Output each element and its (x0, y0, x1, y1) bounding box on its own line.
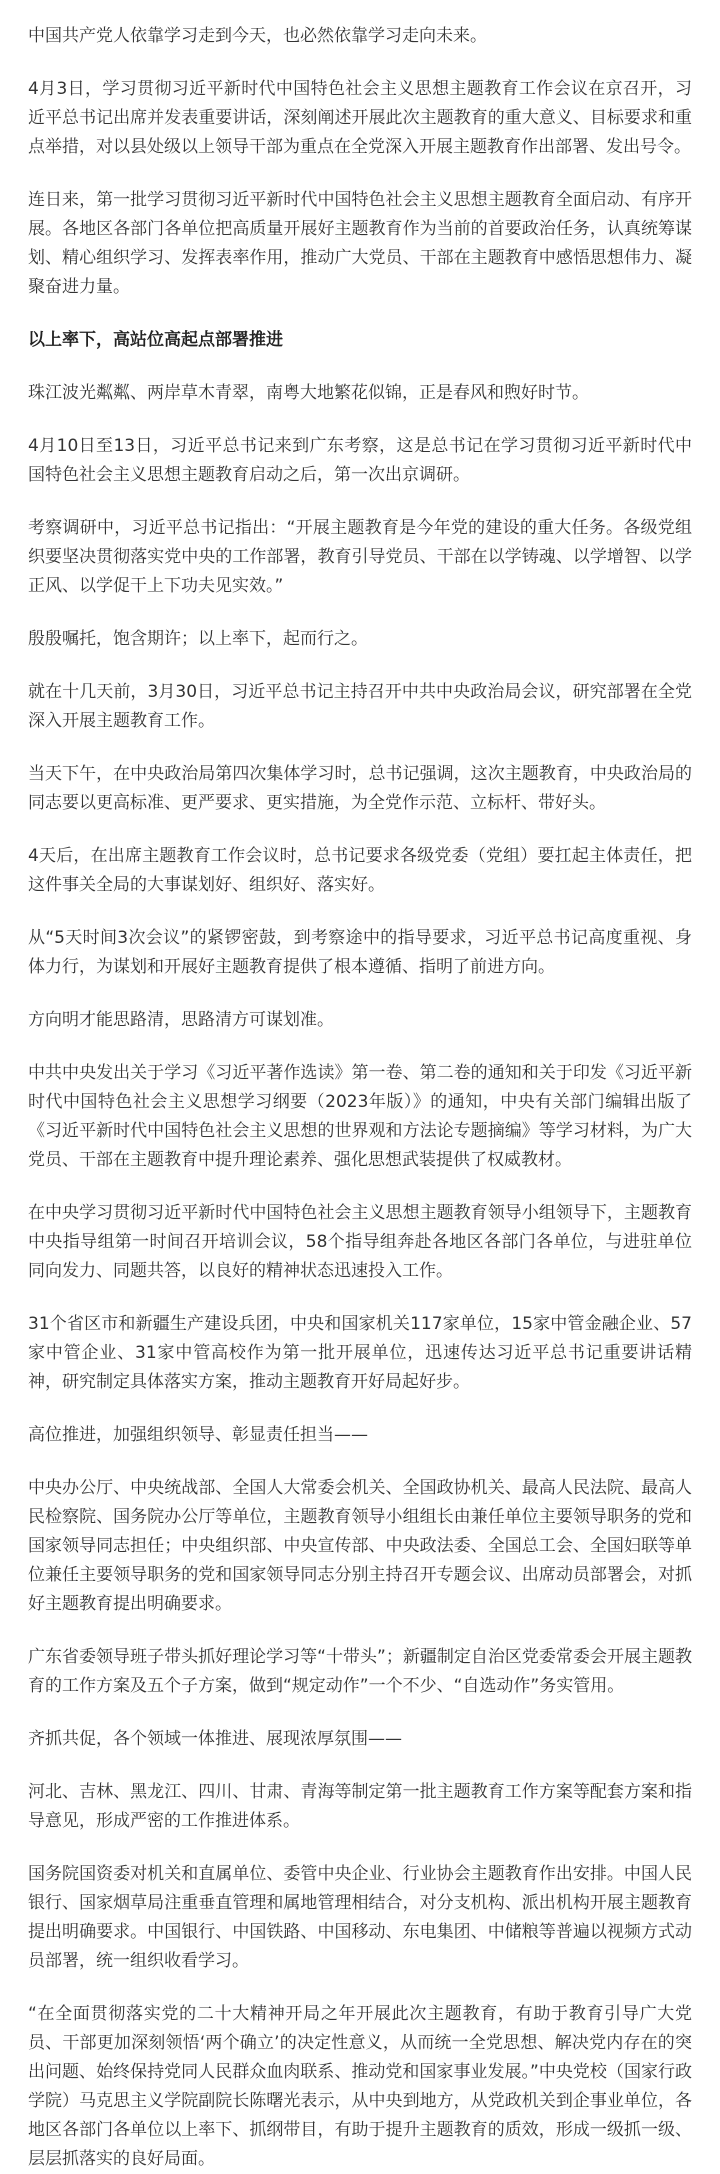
article-paragraph: 4月10日至13日，习近平总书记来到广东考察，这是总书记在学习贯彻习近平新时代中国特色社会主义思想主题教育启动之后，第一次出京调研。 (28, 436, 692, 485)
article-paragraph: 4天后，在出席主题教育工作会议时，总书记要求各级党委（党组）要扛起主体责任，把这件事关全局的大事谋划好、组织好、落实好。 (28, 846, 692, 895)
article-paragraph: “在全面贯彻落实党的二十大精神开局之年开展此次主题教育，有助于教育引导广大党员、干部更加深刻领悟‘两个确立’的决定性意义，从而统一全党思想、解决党内存在的突出问题、始终保持党同人民群众血肉联系、推动党和国家事业发展。”中央党校（国家行政学院）马克思主义学院副院长陈曙光表示，从中央到地方，从党政机关到企事业单位，各地区各部门各单位以上率下、抓纲带目，有助于提升主题教育的质效，形成一级抓一级、层层抓落实的良好局面。 (28, 2004, 692, 2169)
article-paragraph: 中央办公厅、中央统战部、全国人大常委会机关、全国政协机关、最高人民法院、最高人民检察院、国务院办公厅等单位，主题教育领导小组组长由兼任单位主要领导职务的党和国家领导同志担任；中央组织部、中央宣传部、中央政法委、全国总工会、全国妇联等单位兼任主要领导职务的党和国家领导同志分别主持召开专题会议、出席动员部署会，对抓好主题教育提出明确要求。 (28, 1478, 692, 1614)
article-paragraph: 齐抓共促，各个领域一体推进、展现浓厚氛围—— (28, 1729, 402, 1749)
article-paragraph: 在中央学习贯彻习近平新时代中国特色社会主义思想主题教育领导小组领导下，主题教育中央指导组第一时间召开培训会议，58个指导组奔赴各地区各部门各单位，与进驻单位同向发力、同题共答，以良好的精神状态迅速投入工作。 (28, 1203, 692, 1281)
article-body (28, 22, 692, 2174)
section-heading: 以上率下，高站位高起点部署推进 (28, 330, 283, 350)
article-paragraph: 4月3日，学习贯彻习近平新时代中国特色社会主义思想主题教育工作会议在京召开，习近平总书记出席并发表重要讲话，深刻阐述开展此次主题教育的重大意义、目标要求和重点举措，对以县处级以上领导干部为重点在全党深入开展主题教育作出部署、发出号令。 (28, 79, 692, 157)
article-paragraph: 方向明才能思路清，思路清方可谋划准。 (28, 1010, 334, 1030)
article-paragraph: 河北、吉林、黑龙江、四川、甘肃、青海等制定第一批主题教育工作方案等配套方案和指导意见，形成严密的工作推进体系。 (28, 1782, 692, 1831)
article-paragraph: 中共中央发出关于学习《习近平著作选读》第一卷、第二卷的通知和关于印发《习近平新时代中国特色社会主义思想学习纲要（2023年版）》的通知，中央有关部门编辑出版了《习近平新时代中国特色社会主义思想的世界观和方法论专题摘编》等学习材料，为广大党员、干部在主题教育中提升理论素养、强化思想武装提供了权威教材。 (28, 1063, 692, 1170)
article-paragraph: 广东省委领导班子带头抓好理论学习等“十带头”；新疆制定自治区党委常委会开展主题教育的工作方案及五个子方案，做到“规定动作”一个不少、“自选动作”务实管用。 (28, 1647, 692, 1696)
article-paragraph: 国务院国资委对机关和直属单位、委管中央企业、行业协会主题教育作出安排。中国人民银行、国家烟草局注重垂直管理和属地管理相结合，对分支机构、派出机构开展主题教育提出明确要求。中国银行、中国铁路、中国移动、东电集团、中储粮等普遍以视频方式动员部署，统一组织收看学习。 (28, 1864, 692, 1971)
article-paragraph: 中国共产党人依靠学习走到今天，也必然依靠学习走向未来。 (28, 26, 487, 46)
article-paragraph: 高位推进，加强组织领导、彰显责任担当—— (28, 1425, 368, 1445)
article-paragraph: 31个省区市和新疆生产建设兵团，中央和国家机关117家单位，15家中管金融企业、57家中管企业、31家中管高校作为第一批开展单位，迅速传达习近平总书记重要讲话精神，研究制定具体落实方案，推动主题教育开好局起好步。 (28, 1314, 692, 1392)
article-paragraph: 当天下午，在中央政治局第四次集体学习时，总书记强调，这次主题教育，中央政治局的同志要以更高标准、更严要求、更实措施，为全党作示范、立标杆、带好头。 (28, 764, 692, 813)
article-paragraph: 考察调研中，习近平总书记指出：“开展主题教育是今年党的建设的重大任务。各级党组织要坚决贯彻落实党中央的工作部署，教育引导党员、干部在以学铸魂、以学增智、以学正风、以学促干上下功夫见实效。” (28, 518, 692, 596)
article-paragraph: 殷殷嘱托，饱含期许；以上率下，起而行之。 (28, 629, 368, 649)
article-paragraph: 从“5天时间3次会议”的紧锣密鼓，到考察途中的指导要求，习近平总书记高度重视、身体力行，为谋划和开展好主题教育提供了根本遵循、指明了前进方向。 (28, 928, 692, 977)
article-paragraph: 就在十几天前，3月30日，习近平总书记主持召开中共中央政治局会议，研究部署在全党深入开展主题教育工作。 (28, 682, 692, 731)
article-paragraph: 珠江波光粼粼、两岸草木青翠，南粤大地繁花似锦，正是春风和煦好时节。 (28, 383, 589, 403)
article-paragraph: 连日来，第一批学习贯彻习近平新时代中国特色社会主义思想主题教育全面启动、有序开展。各地区各部门各单位把高质量开展好主题教育作为当前的首要政治任务，认真统筹谋划、精心组织学习、发挥表率作用，推动广大党员、干部在主题教育中感悟思想伟力、凝聚奋进力量。 (28, 190, 692, 297)
